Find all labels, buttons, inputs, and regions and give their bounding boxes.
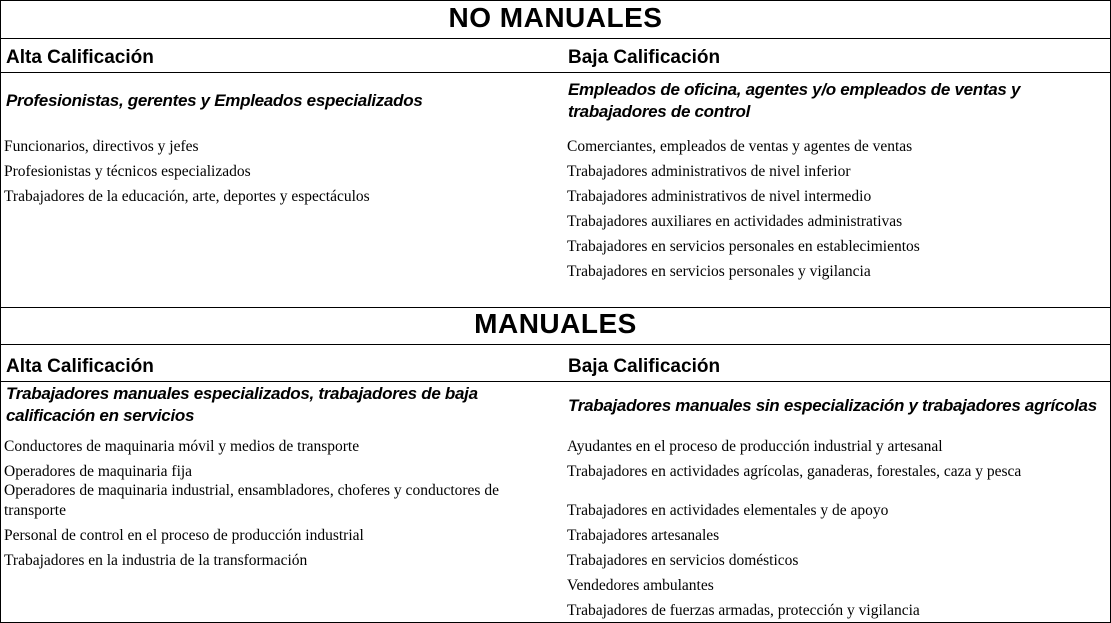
list-item: Trabajadores de la educación, arte, deportes y espectáculos [4, 188, 370, 205]
list-item: Trabajadores en actividades elementales y de apoyo [567, 502, 889, 519]
list-item: Ayudantes en el proceso de producción industrial y artesanal [567, 438, 943, 455]
no-manuales-right-group-line2: trabajadores de control [568, 102, 751, 121]
no-manuales-left-heading: Alta Calificación [6, 47, 154, 68]
divider [0, 38, 1111, 39]
section-title-no-manuales: NO MANUALES [448, 2, 663, 33]
list-item: Trabajadores de fuerzas armadas, protección y vigilancia [567, 602, 920, 619]
list-item: Trabajadores auxiliares en actividades administrativas [567, 213, 903, 230]
list-item: Profesionistas y técnicos especializados [4, 163, 251, 180]
manuales-left-heading: Alta Calificación [6, 356, 154, 377]
divider [0, 72, 1111, 73]
list-item: transporte [4, 502, 66, 519]
list-item: Vendedores ambulantes [567, 577, 714, 594]
list-item: Trabajadores en la industria de la transformación [4, 552, 308, 569]
no-manuales-right-heading: Baja Calificación [568, 47, 721, 68]
section-title-manuales: MANUALES [474, 308, 637, 339]
manuales-left-group-line2: calificación en servicios [6, 406, 195, 425]
no-manuales-left-group: Profesionistas, gerentes y Empleados especializados [6, 91, 423, 110]
list-item: Funcionarios, directivos y jefes [4, 138, 199, 155]
list-item: Trabajadores en servicios domésticos [567, 552, 799, 569]
manuales-right-heading: Baja Calificación [568, 356, 721, 377]
list-item: Trabajadores administrativos de nivel intermedio [567, 188, 872, 205]
list-item: Comerciantes, empleados de ventas y agentes de ventas [567, 138, 913, 155]
list-item: Operadores de maquinaria fija [4, 463, 193, 480]
list-item: Operadores de maquinaria industrial, ensambladores, choferes y conductores de [4, 482, 499, 499]
no-manuales-right-group-line1: Empleados de oficina, agentes y/o empleados de ventas y [568, 80, 1021, 99]
manuales-left-group-line1: Trabajadores manuales especializados, trabajadores de baja [6, 384, 478, 403]
list-item: Trabajadores en actividades agrícolas, ganaderas, forestales, caza y pesca [567, 463, 1022, 480]
list-item: Personal de control en el proceso de producción industrial [4, 527, 364, 544]
list-item: Trabajadores en servicios personales en establecimientos [567, 238, 920, 255]
list-item: Trabajadores en servicios personales y vigilancia [567, 263, 871, 280]
manuales-right-group: Trabajadores manuales sin especialización y trabajadores agrícolas [568, 396, 1097, 415]
divider [0, 381, 1111, 382]
list-item: Conductores de maquinaria móvil y medios de transporte [4, 438, 360, 455]
list-item: Trabajadores administrativos de nivel inferior [567, 163, 851, 180]
list-item: Trabajadores artesanales [567, 527, 720, 544]
divider [0, 344, 1111, 345]
